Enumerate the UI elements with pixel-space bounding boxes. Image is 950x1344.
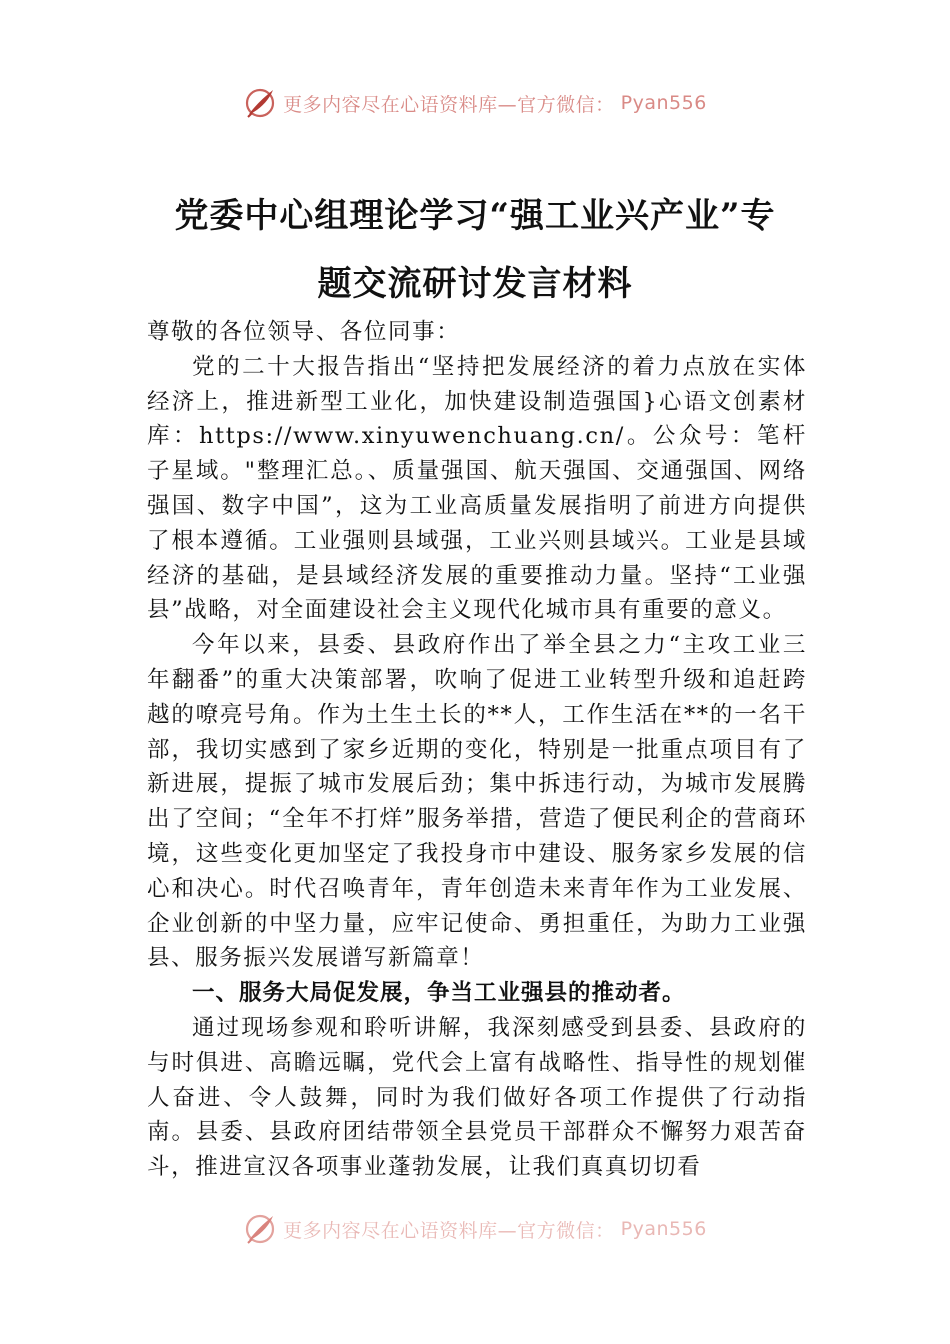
watermark-handle: Pyan556 — [620, 1218, 707, 1240]
paragraph-2: 今年以来，县委、县政府作出了举全县之力“主攻工业三年翻番”的重大决策部署，吹响了促进工业转型升级和追赶跨越的嘹亮号角。作为土生土长的**人，工作生活在**的一名干部，我切实感到了家乡近期的变化，特别是一批重点项目有了新进展，提振了城市发展后劲；集中拆违行动，为城市发展腾出了空间；“全年不打烊”服务举措，营造了便民利企的营商环境，这些变化更加坚定了我投身市中建设、服务家乡发展的信心和决心。时代召唤青年，青年创造未来青年作为工业发展、企业创新的中坚力量，应牢记使命、勇担重任，为助力工业强县、服务振兴发展谱写新篇章！ — [147, 632, 807, 972]
watermark-footer — [0, 1212, 950, 1246]
document-title-line-2: 题交流研讨发言材料 — [317, 264, 633, 304]
quill-logo-icon — [243, 86, 277, 120]
watermark-text: 更多内容尽在心语资料库—官方微信： — [283, 1219, 615, 1242]
quill-logo-icon — [243, 1212, 277, 1246]
salutation: 尊敬的各位领导、各位同事： — [147, 319, 461, 345]
watermark-text: 更多内容尽在心语资料库—官方微信： — [283, 93, 615, 116]
watermark-header — [0, 86, 950, 120]
paragraph-1: 党的二十大报告指出“坚持把发展经济的着力点放在实体经济上，推进新型工业化，加快建设制造强国}心语文创素材库：https://www.xinyuwenchuang.cn/。公众号：笔杆子星域。"整理汇总。、质量强国、航天强国、交通强国、网络强国、数字中国”，这为工业高质量发展指明了前进方向提供了根本遵循。工业强则县域强，工业兴则县域兴。工业是县域经济的基础，是县域经济发展的重要推动力量。坚持“工业强县”战略，对全面建设社会主义现代化城市具有重要的意义。 — [147, 353, 807, 624]
document-title-line-1: 党委中心组理论学习“强工业兴产业”专 — [174, 196, 776, 236]
section-heading-1: 一、服务大局促发展，争当工业强县的推动者。 — [192, 980, 686, 1007]
watermark-handle: Pyan556 — [620, 92, 707, 114]
paragraph-3: 通过现场参观和聆听讲解，我深刻感受到县委、县政府的与时俱进、高瞻远瞩，党代会上富有战略性、指导性的规划催人奋进、令人鼓舞，同时为我们做好各项工作提供了行动指南。县委、县政府团结带领全县党员干部群众不懈努力艰苦奋斗，推进宣汉各项事业蓬勃发展，让我们真真切切看 — [147, 1014, 807, 1181]
document-body — [147, 315, 807, 1185]
